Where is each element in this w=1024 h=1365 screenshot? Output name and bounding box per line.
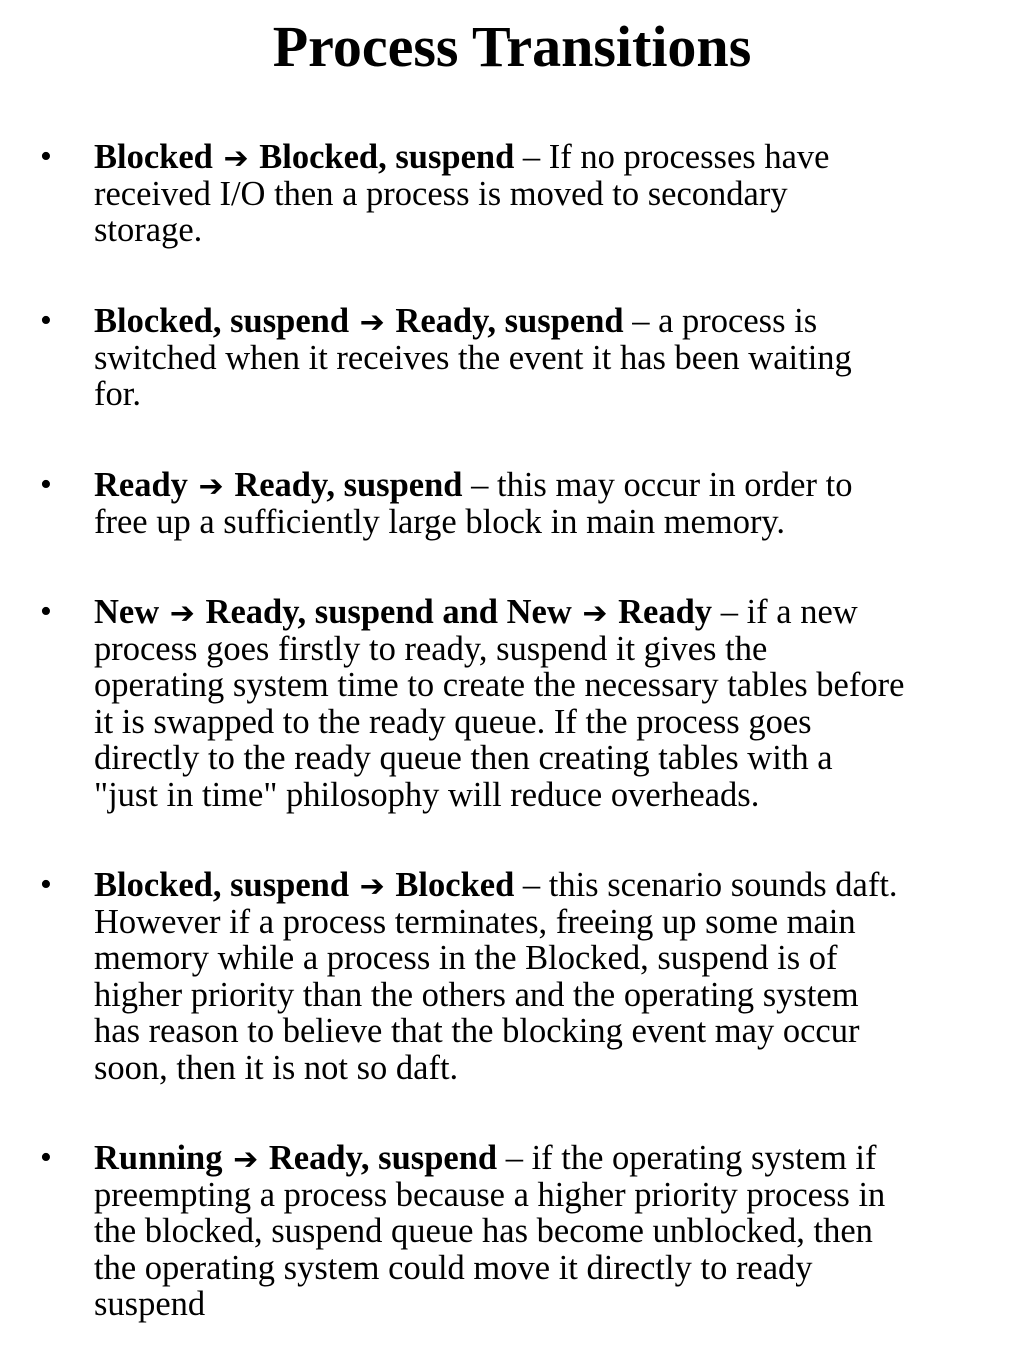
transition-text bbox=[94, 594, 994, 813]
arrow-right-icon: ➔ bbox=[169, 596, 195, 631]
state-label: Blocked bbox=[395, 866, 515, 904]
text-line: preempting a process because a higher priority process in bbox=[94, 1175, 886, 1214]
state-label: Ready, suspend and New bbox=[205, 593, 572, 631]
text-line: for. bbox=[94, 375, 141, 413]
text-line: soon, then it is not so daft. bbox=[94, 1048, 459, 1087]
transition-text bbox=[94, 1140, 994, 1323]
text-line: operating system time to create the necessary tables before bbox=[94, 666, 905, 704]
state-label: Ready bbox=[618, 593, 713, 631]
state-label: Blocked, suspend bbox=[259, 138, 515, 176]
text-line: higher priority than the others and the operating system bbox=[94, 975, 859, 1014]
text-line: However if a process terminates, freeing up some main bbox=[94, 902, 856, 941]
state-label: New bbox=[94, 593, 160, 631]
description-text: – a process is bbox=[632, 302, 818, 340]
text-line: process goes firstly to ready, suspend it gives the bbox=[94, 629, 768, 668]
text-line: has reason to believe that the blocking event may occur bbox=[94, 1012, 860, 1050]
bullet-icon: • bbox=[40, 866, 52, 903]
description-text: – this scenario sounds daft. bbox=[522, 866, 898, 904]
bullet-icon: • bbox=[40, 466, 52, 503]
state-label: Blocked, suspend bbox=[94, 866, 350, 904]
transition-text bbox=[94, 467, 994, 540]
page-title: Process Transitions bbox=[272, 14, 752, 79]
arrow-right-icon: ➔ bbox=[359, 305, 385, 340]
text-line: free up a sufficiently large block in main memory. bbox=[94, 502, 786, 541]
text-line bbox=[94, 594, 994, 631]
state-label: Blocked bbox=[94, 138, 213, 176]
text-line: the blocked, suspend queue has become unblocked, then bbox=[94, 1212, 873, 1250]
text-line bbox=[94, 867, 994, 904]
arrow-right-icon: ➔ bbox=[233, 1142, 259, 1177]
description-text: – if a new bbox=[720, 593, 858, 631]
text-line: received I/O then a process is moved to secondary bbox=[94, 174, 788, 213]
state-label: Ready, suspend bbox=[395, 302, 624, 340]
transition-text bbox=[94, 303, 994, 413]
state-label: Ready, suspend bbox=[234, 466, 463, 504]
state-label: Blocked, suspend bbox=[94, 302, 350, 340]
text-line bbox=[94, 1140, 994, 1177]
transition-text bbox=[94, 139, 994, 249]
text-line bbox=[94, 467, 994, 504]
bullet-icon: • bbox=[40, 593, 52, 630]
description-text: – this may occur in order to bbox=[471, 466, 853, 504]
state-label: Running bbox=[94, 1139, 223, 1177]
state-label: Ready bbox=[94, 466, 188, 504]
text-line: storage. bbox=[94, 211, 203, 249]
text-line: directly to the ready queue then creating tables with a bbox=[94, 739, 833, 777]
text-line bbox=[94, 139, 994, 176]
description-text: – if the operating system if bbox=[505, 1139, 877, 1177]
arrow-right-icon: ➔ bbox=[359, 869, 385, 904]
state-label: Ready, suspend bbox=[268, 1139, 498, 1177]
bullet-icon: • bbox=[40, 138, 52, 175]
text-line: memory while a process in the Blocked, suspend is of bbox=[94, 939, 838, 977]
text-line: it is swapped to the ready queue. If the process goes bbox=[94, 702, 812, 741]
description-text: – If no processes have bbox=[522, 138, 830, 176]
transition-text bbox=[94, 867, 994, 1086]
text-line: the operating system could move it directly to ready bbox=[94, 1248, 813, 1287]
text-line bbox=[94, 303, 994, 340]
text-line: suspend bbox=[94, 1285, 206, 1323]
bullet-icon: • bbox=[40, 302, 52, 339]
text-line: "just in time" philosophy will reduce overheads. bbox=[94, 775, 760, 814]
arrow-right-icon: ➔ bbox=[582, 596, 608, 631]
bullet-icon: • bbox=[40, 1139, 52, 1176]
arrow-right-icon: ➔ bbox=[198, 469, 224, 504]
arrow-right-icon: ➔ bbox=[223, 141, 249, 176]
text-line: switched when it receives the event it has been waiting bbox=[94, 338, 852, 377]
